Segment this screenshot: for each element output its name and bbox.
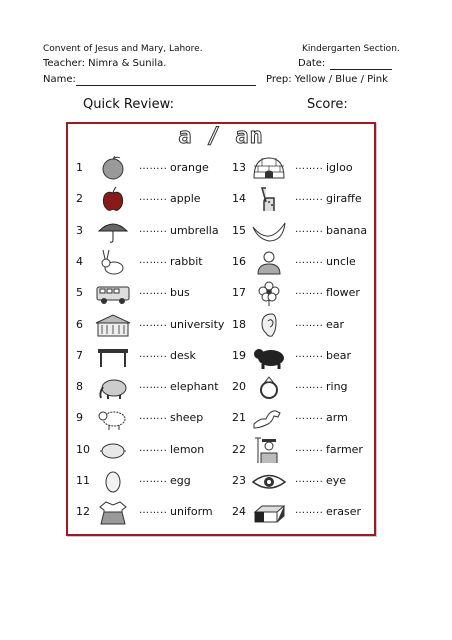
uncle-icon [250, 248, 288, 276]
item-number: 13 [232, 161, 246, 174]
section-name: Kindergarten Section. [302, 44, 400, 54]
item-word: banana [326, 223, 368, 237]
item-number: 12 [76, 505, 90, 519]
worksheet-row-5 [76, 279, 226, 307]
worksheet-row-14 [232, 185, 382, 213]
item-word: sheep [170, 411, 204, 425]
item-number: 22 [232, 442, 246, 456]
university-icon [94, 311, 132, 339]
answer-blank[interactable]: …….. [295, 505, 324, 517]
item-number: 20 [232, 380, 246, 394]
item-word: uncle [326, 254, 356, 268]
eye-icon [250, 467, 288, 495]
uniform-icon [94, 498, 132, 526]
worksheet-row-20 [232, 373, 382, 401]
item-word: arm [326, 411, 348, 425]
item-number: 6 [76, 317, 83, 331]
item-number: 1 [76, 161, 83, 174]
item-word: eraser [326, 505, 362, 519]
item-number: 11 [76, 474, 90, 487]
answer-blank[interactable]: …….. [139, 474, 168, 485]
answer-blank[interactable]: …….. [139, 348, 168, 360]
umbrella-icon [94, 217, 132, 245]
worksheet-row-4 [76, 248, 226, 276]
answer-blank[interactable]: …….. [139, 286, 168, 298]
teacher-label: Teacher: Nimra & Sunila. [43, 58, 167, 69]
answer-blank[interactable]: …….. [139, 192, 168, 204]
bus-icon [94, 279, 132, 307]
item-number: 21 [232, 411, 246, 425]
item-number: 4 [76, 254, 83, 268]
item-number: 9 [76, 411, 83, 425]
rabbit-icon [94, 248, 132, 276]
worksheet-row-23 [232, 467, 382, 495]
item-word: bus [170, 286, 190, 300]
worksheet-row-8 [76, 373, 226, 401]
item-word: farmer [326, 442, 363, 456]
worksheet-row-6 [76, 311, 226, 339]
worksheet-row-9 [76, 404, 226, 432]
answer-blank[interactable]: …….. [139, 317, 168, 329]
farmer-icon [250, 436, 288, 464]
item-number: 23 [232, 474, 246, 487]
eraser-icon [250, 498, 288, 526]
item-number: 14 [232, 192, 246, 206]
ear-icon [250, 311, 288, 339]
item-word: ear [326, 317, 345, 331]
item-word: lemon [170, 442, 205, 456]
answer-blank[interactable]: …….. [139, 505, 168, 517]
item-word: eye [326, 474, 347, 487]
answer-blank[interactable]: …….. [295, 411, 324, 423]
date-field[interactable] [330, 69, 392, 70]
item-word: rabbit [170, 254, 203, 268]
worksheet-row-21 [232, 404, 382, 432]
item-number: 7 [76, 348, 83, 362]
worksheet-row-16 [232, 248, 382, 276]
item-number: 5 [76, 286, 83, 300]
worksheet-row-24 [232, 498, 382, 526]
answer-blank[interactable]: …….. [139, 411, 168, 423]
answer-blank[interactable]: …….. [295, 348, 324, 360]
answer-blank[interactable]: …….. [295, 223, 324, 235]
arm-icon [250, 404, 288, 432]
item-word: elephant [170, 380, 219, 394]
item-word: bear [326, 348, 352, 362]
worksheet-row-17 [232, 279, 382, 307]
item-word: flower [326, 286, 360, 300]
answer-blank[interactable]: …….. [295, 286, 324, 298]
item-number: 19 [232, 348, 246, 362]
answer-blank[interactable]: …….. [295, 380, 324, 392]
answer-blank[interactable]: …….. [139, 442, 168, 454]
quick-review-title: Quick Review: [83, 97, 174, 112]
answer-blank[interactable]: …….. [139, 223, 168, 235]
score-label: Score: [307, 97, 348, 112]
worksheet-row-18 [232, 311, 382, 339]
name-label: Name: [43, 74, 76, 85]
worksheet-row-15 [232, 217, 382, 245]
item-number: 17 [232, 286, 246, 300]
item-number: 24 [232, 505, 246, 519]
date-label: Date: [298, 58, 326, 69]
worksheet-row-1 [76, 154, 226, 182]
school-name: Convent of Jesus and Mary, Lahore. [43, 44, 203, 54]
worksheet-row-19 [232, 342, 382, 370]
item-word: university [170, 317, 225, 331]
answer-blank[interactable]: …….. [139, 161, 168, 172]
answer-blank[interactable]: …….. [295, 254, 324, 266]
answer-blank[interactable]: …….. [295, 192, 324, 204]
item-number: 10 [76, 442, 90, 456]
item-word: desk [170, 348, 196, 362]
name-field[interactable] [76, 85, 256, 86]
answer-blank[interactable]: …….. [139, 254, 168, 266]
igloo-icon [250, 154, 288, 182]
prep-label: Prep: Yellow / Blue / Pink [266, 74, 388, 85]
item-word: giraffe [326, 192, 362, 206]
item-word: egg [170, 474, 191, 487]
worksheet-row-22 [232, 436, 382, 464]
flower-icon [250, 279, 288, 307]
desk-icon [94, 342, 132, 370]
answer-blank[interactable]: …….. [295, 317, 324, 329]
item-number: 15 [232, 223, 246, 237]
worksheet-frame [66, 122, 376, 536]
lemon-icon [94, 436, 132, 464]
sheep-icon [94, 404, 132, 432]
item-word: igloo [326, 161, 353, 174]
item-word: apple [170, 192, 201, 206]
item-number: 2 [76, 192, 83, 206]
worksheet-row-11 [76, 467, 226, 495]
answer-blank[interactable]: …….. [295, 161, 324, 172]
egg-icon [94, 467, 132, 495]
item-word: uniform [170, 505, 213, 519]
item-number: 18 [232, 317, 246, 331]
worksheet-title: a / an [178, 124, 264, 149]
elephant-icon [94, 373, 132, 401]
worksheet-row-13 [232, 154, 382, 182]
orange-icon [94, 154, 132, 182]
item-number: 3 [76, 223, 83, 237]
answer-blank[interactable]: …….. [139, 380, 168, 392]
banana-icon [250, 217, 288, 245]
item-number: 16 [232, 254, 246, 268]
worksheet-row-12 [76, 498, 226, 526]
item-word: ring [326, 380, 348, 394]
bear-icon [250, 342, 288, 370]
item-word: umbrella [170, 223, 219, 237]
ring-icon [250, 373, 288, 401]
answer-blank[interactable]: …….. [295, 474, 324, 485]
item-word: orange [170, 161, 209, 174]
worksheet-row-10 [76, 436, 226, 464]
giraffe-icon [250, 185, 288, 213]
worksheet-row-7 [76, 342, 226, 370]
apple-icon [94, 185, 132, 213]
item-number: 8 [76, 380, 83, 394]
answer-blank[interactable]: …….. [295, 442, 324, 454]
worksheet-row-3 [76, 217, 226, 245]
worksheet-row-2 [76, 185, 226, 213]
